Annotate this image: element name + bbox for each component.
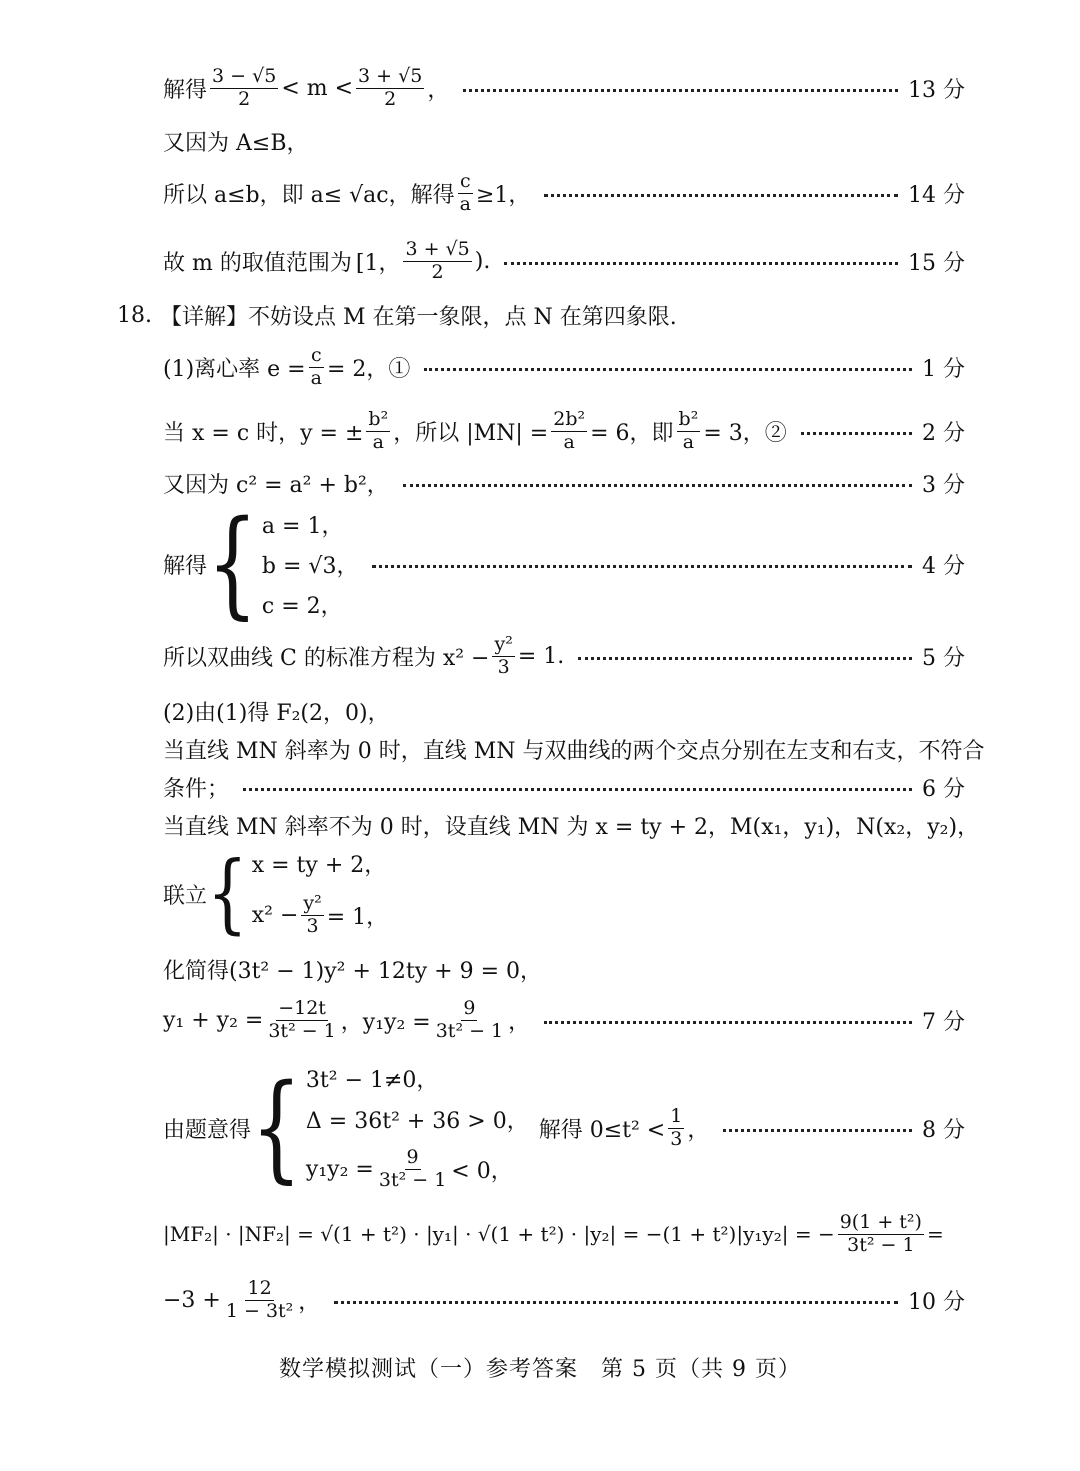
text: = (926, 1222, 944, 1246)
left-brace: { (251, 1059, 302, 1195)
text: = 6，即 (590, 420, 674, 446)
text: 所以双曲线 C 的标准方程为 x² − (163, 645, 490, 671)
text: = 1. (517, 643, 565, 669)
equation: b = √3， (261, 553, 359, 579)
line-score-7 (163, 994, 965, 1046)
line-15 (163, 234, 965, 288)
line-simultaneous (163, 846, 965, 942)
fraction: $\frac{\text{9(1 + t²)}}{\text{3t² − 1}}$ (839, 1211, 922, 1256)
text: |MF₂| · |NF₂| = √(1 + t²) · |y₁| · √(1 + t²) · |y₂| = −(1 + t²)|y₁y₂| = − (163, 1222, 835, 1246)
text: ， (298, 1289, 321, 1315)
text: ). (474, 248, 491, 274)
text: (1)离心率 e = (163, 356, 306, 382)
fraction: $\frac{-12t}{\text{3t² − 1}}$ (268, 997, 336, 1042)
text: 又因为 A≤B， (163, 130, 309, 156)
score: 10 分 (908, 1289, 965, 1315)
equation-system (306, 1060, 529, 1196)
equation: a = 1， (261, 513, 344, 539)
equation: 3t² − 1≠0， (305, 1067, 439, 1093)
score: 8 分 (922, 1117, 965, 1143)
dot-leader (544, 194, 898, 197)
line-score-6 (163, 770, 965, 804)
score: 3 分 (922, 472, 965, 498)
text: ， (508, 1009, 531, 1035)
text: 【详解】不妨设点 M 在第一象限，点 N 在第四象限. (160, 304, 677, 330)
text: 当 x = c 时，y = ± (163, 420, 364, 446)
text: ， (687, 1117, 710, 1143)
equation: x² − $\frac{\text{y²}}{3}$ = 1， (251, 892, 389, 937)
question-number: 18. (117, 302, 152, 328)
score: 6 分 (922, 776, 965, 802)
fraction: $\frac{3 + √5}{2}$ (358, 65, 423, 110)
dot-leader (334, 1301, 898, 1304)
text: ， (427, 77, 450, 103)
dot-leader (723, 1129, 912, 1132)
text: 当直线 MN 斜率不为 0 时，设直线 MN 为 x = ty + 2，M(x₁，y₁)，N(x₂，y₂)， (163, 814, 980, 840)
equation: x = ty + 2， (251, 852, 387, 878)
line-score-8 (163, 1058, 965, 1198)
text: = 3，② (703, 420, 787, 446)
text: 故 m 的取值范围为 (163, 250, 352, 276)
dot-leader (403, 484, 912, 487)
line-simplify (163, 952, 965, 986)
score: 1 分 (922, 356, 965, 382)
line-score-1 (163, 344, 965, 390)
fraction: $\frac{c}{a}$ (310, 344, 322, 389)
text: [1， (355, 250, 401, 276)
text: < m < (281, 75, 354, 101)
dot-leader (578, 657, 912, 660)
dot-leader (243, 788, 912, 791)
line-product (163, 1208, 965, 1260)
line-score-4 (163, 495, 965, 631)
fraction: $\frac{\text{b²}}{a}$ (678, 408, 699, 453)
text: 由题意得 (163, 1117, 252, 1143)
score: 13 分 (908, 77, 965, 103)
equation: c = 2， (261, 593, 343, 619)
line-14 (163, 170, 965, 216)
text: 所以 a≤b，即 a≤ √ac，解得 (163, 182, 455, 208)
fraction: $\frac{1}{3}$ (670, 1105, 683, 1150)
text: 解得 0≤t² < (538, 1117, 666, 1143)
line-score-5 (163, 632, 965, 680)
text: ，所以 |MN| = (393, 420, 549, 446)
score: 4 分 (922, 553, 965, 579)
fraction: $\frac{c}{a}$ (459, 170, 471, 215)
score: 15 分 (908, 250, 965, 276)
text: 化简得(3t² − 1)y² + 12ty + 9 = 0， (163, 958, 543, 984)
dot-leader (424, 368, 912, 371)
line-score-3 (163, 466, 965, 500)
fraction: $\frac{\text{2b²}}{a}$ (553, 408, 586, 453)
score: 2 分 (922, 420, 965, 446)
fraction: $\frac{3 + √5}{2}$ (405, 238, 470, 283)
line-score-10 (163, 1274, 965, 1326)
text: 当直线 MN 斜率为 0 时，直线 MN 与双曲线的两个交点分别在左支和右支，不符合 (163, 738, 985, 764)
text: ≥1， (475, 182, 531, 208)
text: 联立 (163, 883, 208, 909)
left-brace: { (207, 495, 258, 631)
line-a-le-b (163, 124, 965, 158)
dot-leader (801, 432, 912, 435)
dot-leader (544, 1021, 912, 1024)
text: = 2，① (326, 356, 411, 382)
score: 7 分 (922, 1009, 965, 1035)
dot-leader (504, 262, 898, 265)
equation-system (252, 846, 388, 942)
left-brace: { (207, 844, 248, 944)
text: ，y₁y₂ = (340, 1009, 431, 1035)
equation: y₁y₂ = $\frac{9}{\text{3t² − 1}}$ < 0， (305, 1146, 513, 1191)
line-13 (163, 62, 965, 114)
text: −3 + (163, 1287, 221, 1313)
line-set-line (163, 808, 980, 842)
text: 解得 (163, 77, 208, 103)
dot-leader (463, 89, 898, 92)
fraction: $\frac{9}{\text{3t² − 1}}$ (435, 997, 504, 1042)
question-18-header (117, 298, 965, 332)
equation: Δ = 36t² + 36 > 0， (305, 1108, 529, 1134)
text: 又因为 c² = a² + b²， (163, 472, 389, 498)
fraction: $\frac{\text{y²}}{3}$ (494, 633, 513, 678)
fraction: $\frac{3 - √5}{2}$ (212, 65, 277, 110)
text: 解得 (163, 553, 208, 579)
score: 5 分 (922, 645, 965, 671)
line-part-2 (163, 694, 965, 728)
fraction: $\frac{12}{\text{1 − 3t²}}$ (225, 1277, 294, 1322)
score: 14 分 (908, 182, 965, 208)
fraction: $\frac{\text{b²}}{a}$ (368, 408, 389, 453)
text: (2)由(1)得 F₂(2，0)， (163, 700, 390, 726)
equation-system (262, 504, 359, 624)
dot-leader (372, 565, 912, 568)
page-footer: 数学模拟测试（一）参考答案 第 5 页（共 9 页） (279, 1357, 801, 1382)
line-score-2 (163, 406, 965, 456)
text: y₁ + y₂ = (163, 1007, 264, 1033)
text: 条件； (163, 776, 230, 802)
line-slope-zero (163, 732, 985, 766)
